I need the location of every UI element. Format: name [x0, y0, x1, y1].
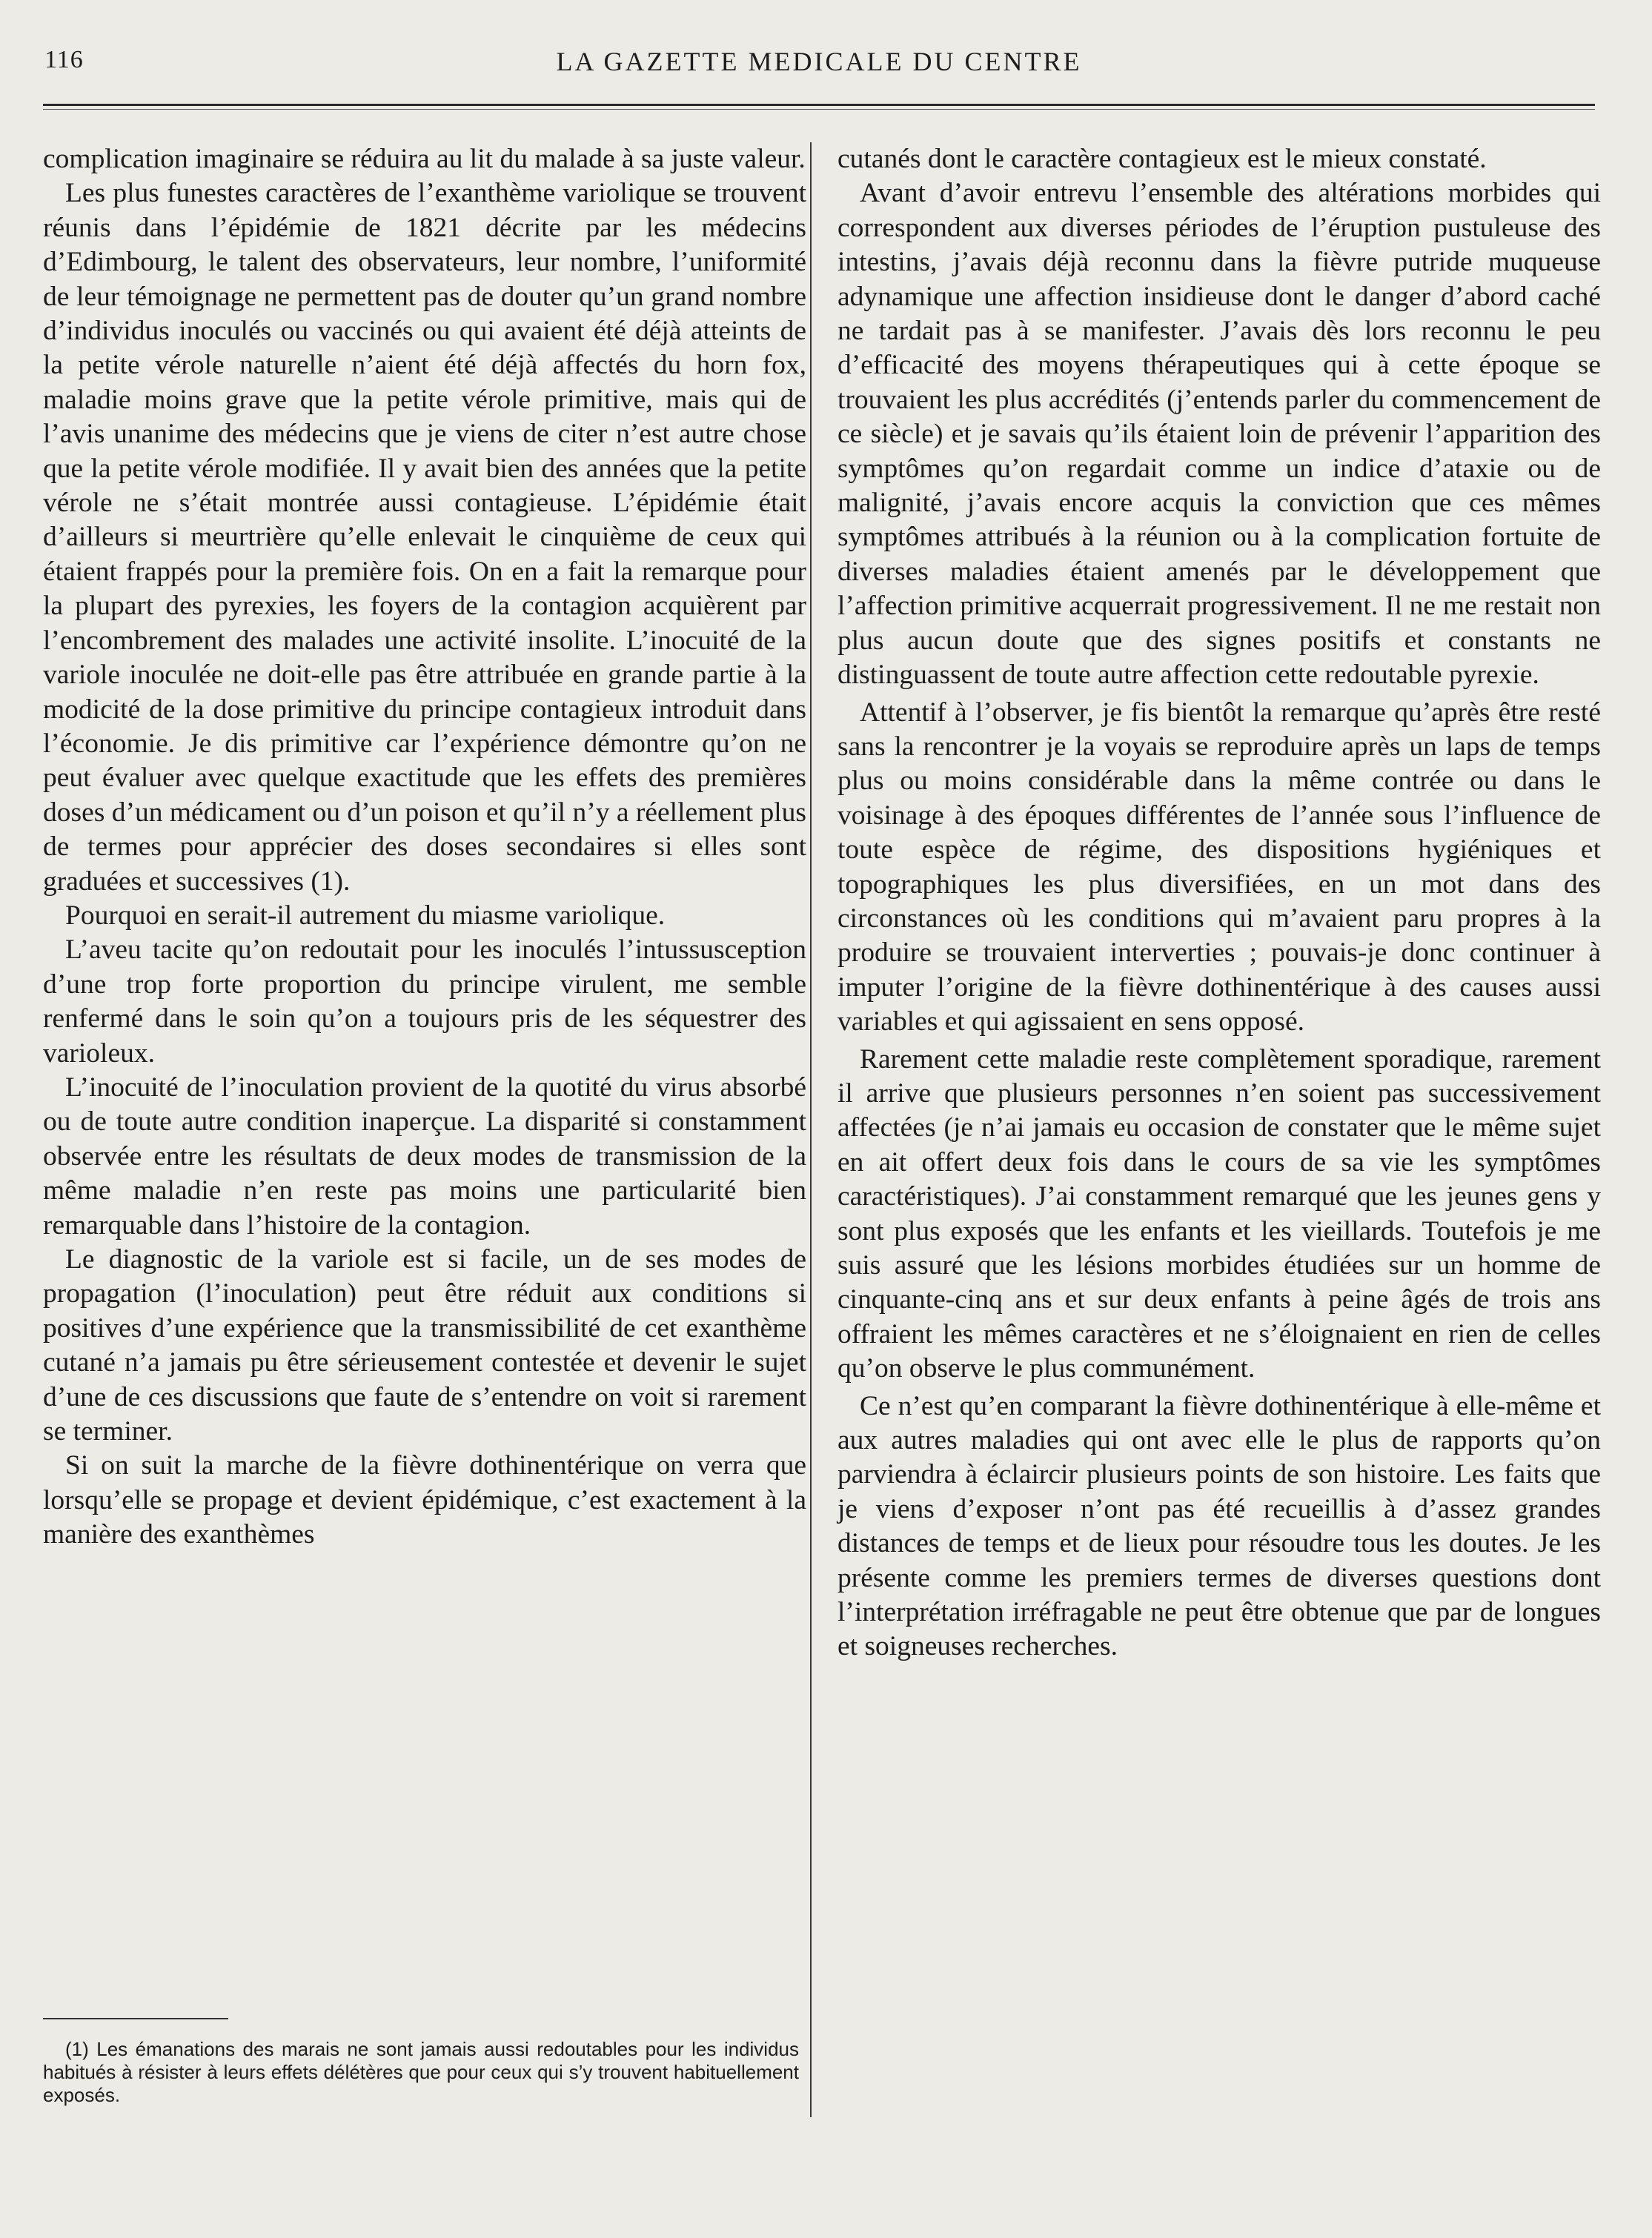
paragraph: L’aveu tacite qu’on redoutait pour les inoculés l’intussusception d’une trop forte proportion du principe virulent, me semble renfermé dans le soin qu’on a toujours pris de les séquestrer des varioleux. [43, 934, 806, 1069]
paragraph: Avant d’avoir entrevu l’ensemble des altérations morbides qui correspondent aux diverses périodes de l’éruption pustuleuse des intestins, j’avais déjà reconnu dans la fièvre putride muqueuse adynamique une affection insidieuse dont le danger d’abord caché ne tardait pas à se manifester. J’avais dès lors reconnu le peu d’efficacité des moyens thérapeutiques qui à cette époque se trouvaient les plus accrédités (j’entends parler du commencement de ce siècle) et je savais qu’ils étaient loin de prévenir l’apparition des symptômes qu’on regardait comme un indice d’ataxie ou de malignité, j’avais encore acquis la conviction que ces mêmes symptômes attribués à la réunion ou à la complication fortuite de diverses maladies étaient amenés par le développement que l’affection primitive acquerrait progressivement. Il ne me restait non plus aucun doute que des signes positifs et constants ne distinguassent de toute autre affection cette redoutable pyrexie. [837, 178, 1601, 691]
paragraph: Le diagnostic de la variole est si facile, un de ses modes de propagation (l’inoculation) peut être réduit aux conditions si positives d’une expérience que la transmissibilité de cet exanthème cutané n’a jamais pu être sérieusement contestée et devenir le sujet d’une de ces discussions que faute de s’entendre on voit si rarement se terminer. [43, 1244, 806, 1447]
header-rule [43, 104, 1595, 106]
header-rule-thin [43, 109, 1595, 110]
paragraph: Les plus funestes caractères de l’exanthème variolique se trouvent réunis dans l’épidémie de 1821 décrite par les médecins d’Edimbourg, le talent des observateurs, leur nombre, l’uniformité de leur témoignage ne permettent pas de douter qu’un grand nombre d’individus inoculés ou vaccinés ou qui avaient été déjà atteints de la petite vérole naturelle n’aient été déjà affectés du horn fox, maladie moins grave que la petite vérole primitive, mais qui de l’avis unanime des médecins que je viens de citer n’est autre chose que la petite vérole modifiée. Il y avait bien des années que la petite vérole ne s’était montrée aussi contagieuse. L’épidémie était d’ailleurs si meurtrière qu’elle enlevait le cinquième de ceux qui étaient frappés pour la première fois. On en a fait la remarque pour la plupart des pyrexies, les foyers de la contagion acquièrent par l’encombrement des malades une activité insolite. L’inocuité de la variole inoculée ne doit-elle pas être attribuée en grande partie à la modicité de la dose primitive du principe contagieux introduit dans l’économie. Je dis primitive car l’expérience démontre qu’on ne peut évaluer avec quelque exactitude que les effets des premières doses d’un médicament ou d’un poison et qu’il n’y a réellement plus de termes pour apprécier des doses secondaires si elles sont graduées et successives (1). [43, 178, 806, 897]
paragraph: Si on suit la marche de la fièvre dothinentérique on verra que lorsqu’elle se propage et devient épidémique, c’est exactement à la manière des exanthèmes [43, 1450, 806, 1550]
footnote-text: (1) Les émanations des marais ne sont jamais aussi redoutables pour les individus habitués à résister à leurs effets délétères que pour ceux qui s’y trouvent habituellement exposés. [43, 2038, 799, 2106]
paragraph: Ce n’est qu’en comparant la fièvre dothinentérique à elle-même et aux autres maladies qui ont avec elle le plus de rapports qu’on parviendra à éclaircir plusieurs points de son histoire. Les faits que je viens d’exposer n’ont pas été recueillis à d’assez grandes distances de temps et de lieux pour résoudre tous les doutes. Je les présente comme les premiers termes de diverses questions dont l’interprétation irréfragable ne peut être obtenue que par de longues et soigneuses recherches. [837, 1390, 1601, 1662]
footnote [43, 2038, 799, 2107]
right-column [837, 142, 1601, 1664]
paragraph: Pourquoi en serait-il autrement du miasme variolique. [65, 900, 666, 931]
page-number: 116 [44, 46, 84, 73]
journal-title: LA GAZETTE MEDICALE DU CENTRE [556, 47, 1082, 76]
paragraph: L’inocuité de l’inoculation provient de la quotité du virus absorbé ou de toute autre condition inaperçue. La disparité si constamment observée entre les résultats de deux modes de transmission de la même maladie n’en reste pas moins une particularité bien remarquable dans l’histoire de la contagion. [43, 1072, 806, 1241]
left-column [43, 142, 806, 1553]
paragraph: complication imaginaire se réduira au lit du malade à sa juste valeur. [43, 144, 806, 174]
paragraph: Attentif à l’observer, je fis bientôt la remarque qu’après être resté sans la rencontrer je la voyais se reproduire après un laps de temps plus ou moins considérable dans la même contrée ou dans le voisinage à des époques différentes de l’année sous l’influence de toute espèce de régime, des dispositions hygiéniques et topographiques les plus diversifiées, en un mot dans des circonstances où les conditions qui m’avaient paru propres à la produire se trouvaient interverties ; pouvais-je donc continuer à imputer l’origine de la fièvre dothinentérique à des causes aussi variables et qui agissaient en sens opposé. [837, 697, 1601, 1037]
column-divider [810, 142, 812, 2117]
paragraph: Rarement cette maladie reste complètement sporadique, rarement il arrive que plusieurs personnes n’en soient pas successivement affectées (je n’ai jamais eu occasion de constater que le même sujet en ait offert deux fois dans le cours de sa vie les symptômes caractéristiques). J’ai constamment remarqué que les jeunes gens y sont plus exposés que les enfants et les vieillards. Toutefois je me suis assuré que les lésions morbides étudiées sur un homme de cinquante-cinq ans et sur deux enfants à peine âgés de trois ans offraient les mêmes caractères et ne s’éloignaient en rien de celles qu’on observe le plus communément. [837, 1043, 1601, 1384]
running-header [44, 46, 1593, 90]
footnote-rule [43, 2018, 228, 2019]
paragraph: cutanés dont le caractère contagieux est le mieux constaté. [837, 144, 1487, 174]
